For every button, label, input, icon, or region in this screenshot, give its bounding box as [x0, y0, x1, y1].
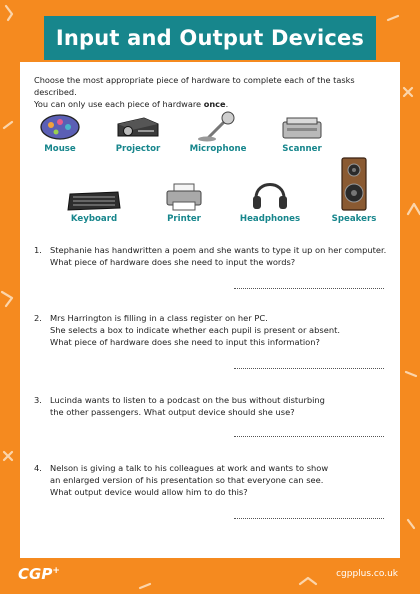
instructions: [34, 74, 390, 110]
device-projector: [102, 112, 174, 154]
instructions-line-1: Choose the most appropriate piece of hardware to complete each of the tasks described.: [34, 75, 355, 97]
cgp-logo[interactable]: [18, 565, 60, 583]
device-headphones: [234, 176, 306, 224]
question-line: Mrs Harrington is filling in a class register on her PC.: [50, 313, 268, 323]
question-2: [34, 312, 390, 348]
projector-icon: [114, 112, 162, 142]
device-label: Speakers: [331, 214, 377, 224]
answer-line-4[interactable]: [234, 518, 384, 519]
question-line: Lucinda wants to listen to a podcast on the bus without disturbing: [50, 395, 325, 405]
device-keyboard: [58, 188, 130, 224]
device-label: Headphones: [239, 214, 301, 224]
title-banner: [44, 16, 376, 60]
device-label: Projector: [115, 144, 161, 154]
microphone-icon: [196, 110, 240, 142]
answer-line-2[interactable]: [234, 368, 384, 369]
device-printer: [148, 182, 220, 224]
question-1: [34, 244, 390, 268]
answer-line-3[interactable]: [234, 436, 384, 437]
question-line: What output device would allow him to do this?: [50, 487, 248, 497]
question-line: What piece of hardware does she need to input this information?: [50, 337, 320, 347]
device-label: Printer: [167, 214, 201, 224]
device-label: Keyboard: [70, 214, 118, 224]
device-mouse: [24, 112, 96, 154]
answer-line-1[interactable]: [234, 288, 384, 289]
instructions-emphasis: once: [203, 99, 226, 109]
site-url[interactable]: cgpplus.co.uk: [336, 569, 398, 579]
instructions-punct: .: [225, 99, 229, 109]
question-line: She selects a box to indicate whether each pupil is present or absent.: [50, 325, 340, 335]
question-line: the other passengers. What output device should she use?: [50, 407, 295, 417]
device-label: Microphone: [189, 144, 247, 154]
device-speakers: [318, 156, 390, 224]
mouse-icon: [38, 112, 82, 142]
question-number: 3.: [34, 395, 42, 405]
logo-text: CGP: [18, 565, 53, 583]
question-number: 1.: [34, 245, 42, 255]
question-4: [34, 462, 390, 498]
device-label: Mouse: [44, 144, 76, 154]
question-line: Stephanie has handwritten a poem and she wants to type it up on her computer.: [50, 245, 387, 255]
headphones-icon: [250, 176, 290, 212]
question-3: [34, 394, 390, 418]
speakers-icon: [339, 156, 369, 212]
device-label: Scanner: [282, 144, 322, 154]
scanner-icon: [279, 114, 325, 142]
question-line: an enlarged version of his presentation so that everyone can see.: [50, 475, 324, 485]
printer-icon: [164, 182, 204, 212]
page-title: Input and Output Devices: [55, 26, 365, 50]
question-line: Nelson is giving a talk to his colleagues at work and wants to show: [50, 463, 329, 473]
question-line: What piece of hardware does she need to input the words?: [50, 257, 296, 267]
question-number: 2.: [34, 313, 42, 323]
logo-plus: +: [52, 566, 60, 576]
instructions-text: You can only use each piece of hardware: [34, 99, 204, 109]
question-number: 4.: [34, 463, 42, 473]
device-microphone: [182, 110, 254, 154]
instructions-line-2: [34, 98, 390, 110]
keyboard-icon: [66, 188, 122, 212]
device-scanner: [266, 114, 338, 154]
worksheet: [20, 62, 400, 558]
